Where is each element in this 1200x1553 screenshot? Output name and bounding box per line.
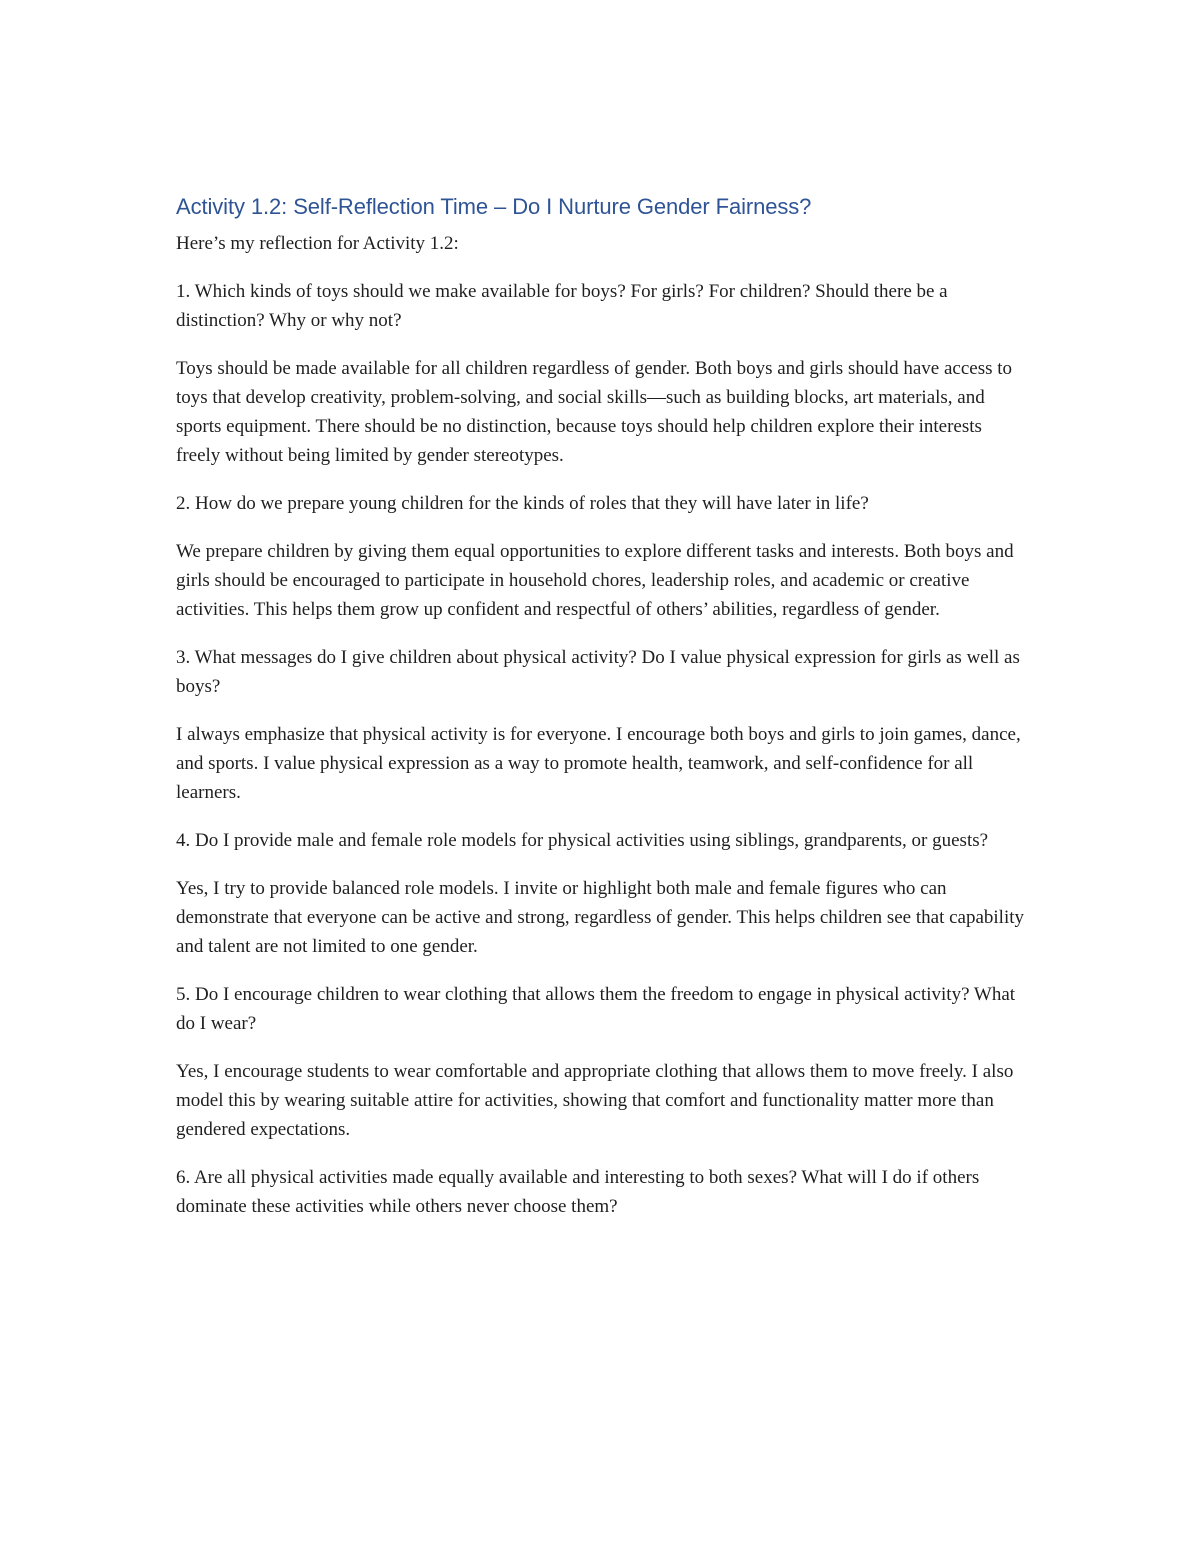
answer-3: I always emphasize that physical activity is for everyone. I encourage both boys and girls to join games, dance, and sports. I value physical expression as a way to promote health, teamwork, and self-confidence for all learners. bbox=[176, 724, 1021, 803]
answer-2: We prepare children by giving them equal opportunities to explore different tasks and interests. Both boys and girls should be encouraged to participate in household chores, leadership roles, and academic or creative activities. This helps them grow up confident and respectful of others’ abilities, regardless of gender. bbox=[176, 541, 1014, 620]
document-title: Activity 1.2: Self-Reflection Time – Do I Nurture Gender Fairness? bbox=[176, 194, 812, 219]
question-6: 6. Are all physical activities made equally available and interesting to both sexes? What will I do if others dominate these activities while others never choose them? bbox=[176, 1167, 980, 1217]
answer-4: Yes, I try to provide balanced role models. I invite or highlight both male and female figures who can demonstrate that everyone can be active and strong, regardless of gender. This helps children see that capability and talent are not limited to one gender. bbox=[176, 878, 1025, 957]
question-2: 2. How do we prepare young children for the kinds of roles that they will have later in life? bbox=[176, 493, 869, 514]
question-5: 5. Do I encourage children to wear clothing that allows them the freedom to engage in physical activity? What do I wear? bbox=[176, 984, 1016, 1034]
document-body bbox=[176, 192, 1026, 1240]
intro-text: Here’s my reflection for Activity 1.2: bbox=[176, 233, 459, 254]
question-4: 4. Do I provide male and female role models for physical activities using siblings, grandparents, or guests? bbox=[176, 830, 989, 851]
answer-1: Toys should be made available for all children regardless of gender. Both boys and girls should have access to toys that develop creativity, problem-solving, and social skills—such as building blocks, art materials, and sports equipment. There should be no distinction, because toys should help children explore their interests freely without being limited by gender stereotypes. bbox=[176, 358, 1013, 466]
question-1: 1. Which kinds of toys should we make available for boys? For girls? For children? Should there be a distinction? Why or why not? bbox=[176, 281, 948, 331]
answer-5: Yes, I encourage students to wear comfortable and appropriate clothing that allows them to move freely. I also model this by wearing suitable attire for activities, showing that comfort and functionality matter more than gendered expectations. bbox=[176, 1061, 1014, 1140]
question-3: 3. What messages do I give children about physical activity? Do I value physical expression for girls as well as boys? bbox=[176, 647, 1020, 697]
